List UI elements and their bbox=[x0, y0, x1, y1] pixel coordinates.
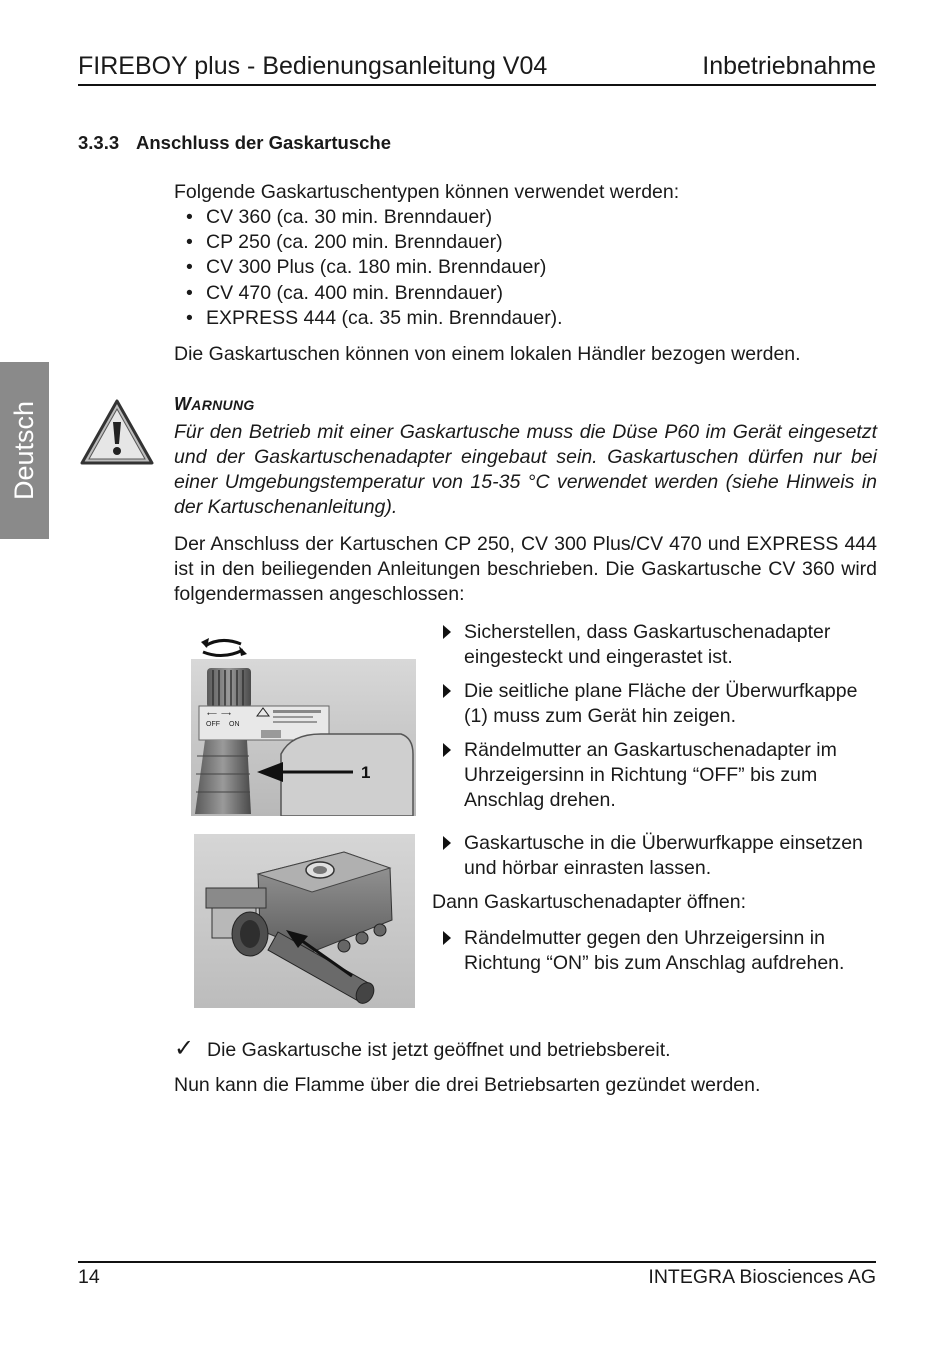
open-adapter-text: Dann Gaskartuschenadapter öffnen: bbox=[432, 891, 747, 913]
arrow-right-icon bbox=[443, 836, 451, 850]
connection-text: Der Anschluss der Kartuschen CP 250, CV 300 Plus/CV 470 und EXPRESS 444 ist in den beiliegenden Anleitungen beschrieben. Die Gaskartusche CV 360 wird folgendermassen angeschlossen: bbox=[174, 533, 877, 605]
arrow-right-icon bbox=[443, 684, 451, 698]
result-line bbox=[174, 1036, 671, 1063]
list-item: • EXPRESS 444 (ca. 35 min. Brenndauer). bbox=[186, 306, 563, 331]
svg-text:OFF: OFF bbox=[206, 721, 220, 728]
cartridge-type-list bbox=[186, 205, 563, 331]
arrow-right-icon bbox=[443, 743, 451, 757]
final-text: Nun kann die Flamme über die drei Betriebsarten gezündet werden. bbox=[174, 1074, 761, 1096]
footer-divider bbox=[78, 1261, 876, 1263]
instruction-step: Gaskartusche in die Überwurfkappe einsetzen und hörbar einrasten lassen. bbox=[440, 831, 876, 881]
list-item: • CV 360 (ca. 30 min. Brenndauer) bbox=[186, 205, 563, 230]
arrow-right-icon bbox=[443, 625, 451, 639]
steps-group-c bbox=[440, 926, 876, 976]
chapter-title: Inbetriebnahme bbox=[702, 52, 876, 80]
instruction-step: Rändelmutter gegen den Uhrzeigersinn in Richtung “ON” bis zum Anschlag aufdrehen. bbox=[440, 926, 876, 976]
company-name: INTEGRA Biosciences AG bbox=[648, 1266, 876, 1288]
instruction-step: Sicherstellen, dass Gaskartuschenadapter eingesteckt und eingerastet ist. bbox=[440, 620, 876, 670]
instruction-step: Die seitliche plane Fläche der Überwurfkappe (1) muss zum Gerät hin zeigen. bbox=[440, 679, 876, 729]
list-item: • CP 250 (ca. 200 min. Brenndauer) bbox=[186, 230, 563, 255]
section-title: Anschluss der Gaskartusche bbox=[136, 132, 391, 153]
warning-triangle-icon bbox=[79, 398, 155, 466]
language-tab bbox=[0, 362, 49, 539]
list-item: • CV 470 (ca. 400 min. Brenndauer) bbox=[186, 281, 563, 306]
steps-group-a bbox=[440, 620, 876, 813]
svg-text:1: 1 bbox=[361, 763, 371, 782]
list-item: • CV 300 Plus (ca. 180 min. Brenndauer) bbox=[186, 255, 563, 280]
section-heading bbox=[78, 132, 391, 154]
section-number: 3.3.3 bbox=[78, 132, 120, 153]
intro-text: Folgende Gaskartuschentypen können verwendet werden: bbox=[174, 181, 680, 203]
checkmark-icon: ✓ bbox=[174, 1035, 195, 1062]
cartridge-insert-photo bbox=[194, 834, 415, 1008]
dealer-note: Die Gaskartuschen können von einem lokalen Händler bezogen werden. bbox=[174, 343, 801, 365]
page-number: 14 bbox=[78, 1266, 100, 1288]
warning-title: WARNUNG bbox=[174, 394, 255, 414]
arrow-right-icon bbox=[443, 931, 451, 945]
instruction-step: Rändelmutter an Gaskartuschenadapter im Uhrzeigersinn in Richtung “OFF” bis zum Anschlag drehen. bbox=[440, 738, 876, 813]
language-tab-label: Deutsch bbox=[9, 400, 39, 501]
warning-text: Für den Betrieb mit einer Gaskartusche muss die Düse P60 im Gerät eingesetzt und der Gaskartuschenadapter eingebaut sein. Gaskartuschen dürfen nur bei einer Umgebungstemperatur von 15-35 °C verwendet werden (siehe Hinweis in der Kartuschenanleitung). bbox=[174, 421, 877, 518]
svg-text:⟶: ⟶ bbox=[221, 711, 232, 718]
document-title: FIREBOY plus - Bedienungsanleitung V04 bbox=[78, 52, 548, 80]
steps-group-b bbox=[440, 831, 876, 881]
svg-text:ON: ON bbox=[229, 721, 240, 728]
adapter-photo bbox=[191, 634, 416, 816]
header-divider bbox=[78, 84, 876, 86]
svg-text:⟵: ⟵ bbox=[207, 711, 218, 718]
result-text: Die Gaskartusche ist jetzt geöffnet und betriebsbereit. bbox=[207, 1039, 671, 1061]
